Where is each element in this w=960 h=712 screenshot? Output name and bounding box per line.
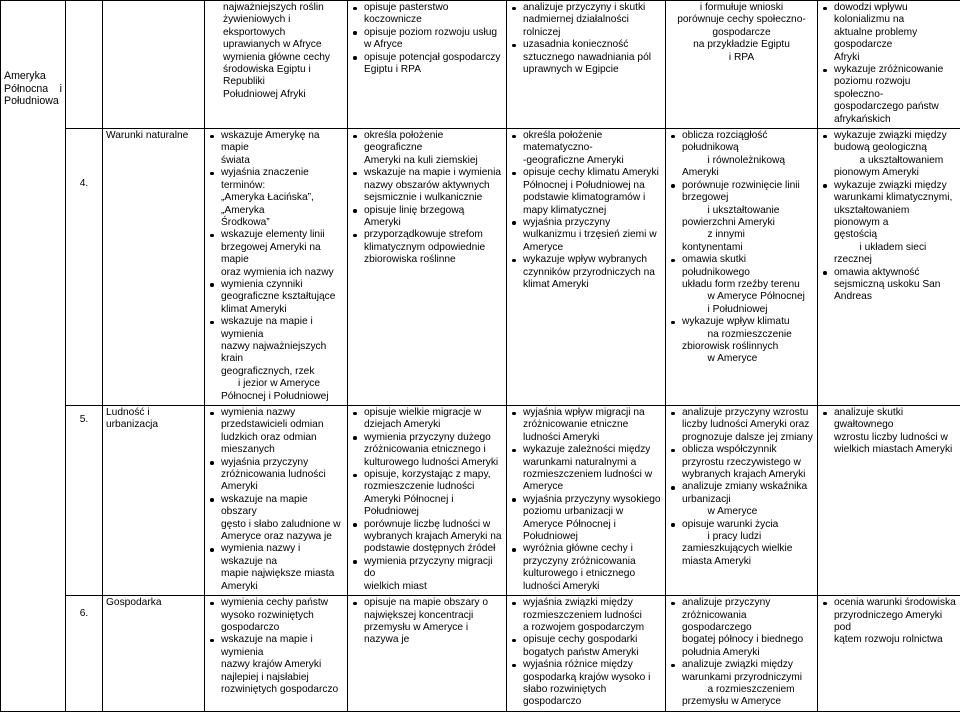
list-item: wyróżnia główne cechy i przyczyny zróżnicowania kulturowego i etnicznego ludności Ameryki [510,543,662,593]
list-item: wyjaśnia wpływ migracji na zróżnicowanie etniczne ludności Ameryki [510,407,662,444]
row-number [66,596,103,712]
list-item: wykazuje wpływ klimatu na rozmieszczenie zbiorowisk roślinnych w Ameryce [669,316,814,366]
list-item: ocenia warunki środowiska przyrodniczego Ameryki pod kątem rozwoju rolnictwa [821,597,957,647]
bullet-list [821,130,957,304]
bullet-list [208,597,344,696]
list-item: wyjaśnia znaczenie terminów: „Ameryka Łacińska”, „Ameryka Środkowa” [208,167,344,229]
col-e-cell [818,406,960,596]
list-item: wyjaśnia przyczyny wysokiego poziomu urbanizacji w Ameryce Północnej i Południowej [510,494,662,544]
list-item: porównuje rozwinięcie linii brzegowej i ukształtowanie powierzchni Ameryki z innymi kontynentami [669,180,814,254]
list-item: opisuje cechy gospodarki bogatych państw Ameryki [510,634,662,659]
col-d-line: porównuje cechy społeczno- [669,14,814,26]
bullet-list [821,2,957,126]
col-a-line: uprawianych w Afryce [223,39,344,51]
list-item: wskazuje na mapie i wymienia nazwy krajów Ameryki najlepiej i najsłabiej rozwiniętych gospodarczo [208,634,344,696]
col-b-cell [348,406,507,596]
col-a-line: żywieniowych i eksportowych [223,14,344,39]
bullet-list [510,2,662,76]
bullet-list [669,407,814,568]
list-item: analizuje przyczyny i skutki nadmiernej działalności rolniczej [510,2,662,39]
list-item: wskazuje Amerykę na mapie świata [208,130,344,167]
col-d-line: gospodarcze [669,27,814,39]
col-d-cell [666,596,818,712]
list-item: analizuje przyczyny wzrostu liczby ludności Ameryki oraz prognozuje dalsze jej zmiany [669,407,814,444]
bullet-list [669,597,814,709]
bullet-list [208,130,344,403]
table-row [1,1,960,129]
table-row [1,129,960,406]
region-line-2a: Północna [4,83,48,95]
list-item: uzasadnia konieczność sztucznego nawadniania pól uprawnych w Egipcie [510,39,662,76]
list-item: oblicza rozciągłość południkową i równoleżnikową Ameryki [669,130,814,180]
list-item: wymienia przyczyny migracji do wielkich miast [351,556,503,593]
col-d-line: na przykładzie Egiptu [669,39,814,51]
table-row [1,406,960,596]
row-topic [103,1,205,129]
list-item: analizuje przyczyny zróżnicowania gospodarczego bogatej północy i biednego południa Ameryki [669,597,814,659]
list-item: wykazuje wpływ wybranych czynników przyrodniczych na klimat Ameryki [510,254,662,291]
list-item: wymienia nazwy i wskazuje na mapie największe miasta Ameryki [208,543,344,593]
list-item: porównuje liczbę ludności w wybranych krajach Ameryki na podstawie dostępnych źródeł [351,519,503,556]
col-d-line: i RPA [669,52,814,64]
col-c-cell [507,129,666,406]
list-item: opisuje linię brzegową Ameryki [351,205,503,230]
row-topic: Gospodarka [103,596,205,712]
list-item: opisuje, korzystając z mapy, rozmieszczenie ludności Ameryki Północnej i Południowej [351,469,503,519]
list-item: wymienia czynniki geograficzne kształtujące klimat Ameryki [208,279,344,316]
bullet-list [510,130,662,291]
bullet-list [208,407,344,593]
list-item: wykazuje związki między warunkami klimatycznymi, ukształtowaniem pionowym a gęstością i układem sieci rzecznej [821,180,957,267]
bullet-list [351,597,503,647]
bullet-list [821,407,957,457]
col-b-cell [348,1,507,129]
list-item: wymienia nazwy przedstawicieli odmian ludzkich oraz odmian mieszanych [208,407,344,457]
list-item: przyporządkowuje strefom klimatycznym odpowiednie zbiorowiska roślinne [351,229,503,266]
list-item: opisuje na mapie obszary o największej koncentracji przemysłu w Ameryce i nazywa je [351,597,503,647]
list-item: opisuje cechy klimatu Ameryki Północnej i Południowej na podstawie klimatogramów i mapy klimatycznej [510,167,662,217]
col-d-cell [666,1,818,129]
list-item: wskazuje na mapie obszary gęsto i słabo zaludnione w Ameryce oraz nazywa je [208,494,344,544]
bullet-list [351,407,503,593]
table-row [1,596,960,712]
col-a-cell [205,129,348,406]
col-b-cell [348,129,507,406]
row-number [66,1,103,129]
col-a-line: środowiska Egiptu i Republiki [223,64,344,89]
list-item: określa położenie matematyczno- -geograficzne Ameryki [510,130,662,167]
list-item: analizuje zmiany wskaźnika urbanizacji w Ameryce [669,481,814,518]
list-item: opisuje pasterstwo koczownicze [351,2,503,27]
col-c-cell [507,596,666,712]
list-item: wyjaśnia związki między rozmieszczeniem ludności a rozwojem gospodarczym [510,597,662,634]
list-item: dowodzi wpływu kolonializmu na aktualne problemy gospodarcze Afryki [821,2,957,64]
list-item: określa położenie geograficzne Ameryki na kuli ziemskiej [351,130,503,167]
col-d-cell [666,129,818,406]
col-e-cell [818,129,960,406]
region-line-3: Południowa [4,95,62,108]
col-c-cell [507,1,666,129]
list-item: wykazuje zależności między warunkami naturalnymi a rozmieszczeniem ludności w Ameryce [510,444,662,494]
col-a-cell [205,406,348,596]
col-a-line: wymienia główne cechy [223,52,344,64]
col-e-cell [818,596,960,712]
list-item: wyjaśnia przyczyny zróżnicowania ludności Ameryki [208,457,344,494]
bullet-list [510,407,662,593]
list-item: wskazuje na mapie i wymienia nazwy najważniejszych krain geograficznych, rzek i jezior w Ameryce Północnej i Południowej [208,316,344,403]
list-item: opisuje warunki życia i pracy ludzi zamieszkujących wielkie miasta Ameryki [669,519,814,569]
col-d-line: i formułuje wnioski [669,2,814,14]
list-item: omawia aktywność sejsmiczną uskoku San Andreas [821,267,957,304]
list-item: wykazuje zróżnicowanie poziomu rozwoju społeczno- gospodarczego państw afrykańskich [821,64,957,126]
bullet-list [669,130,814,366]
col-e-cell [818,1,960,129]
region-line-2 [4,83,62,96]
region-line-1: Ameryka [4,70,62,83]
row-topic: Ludność i urbanizacja [103,406,205,596]
row-number-label: 5. [80,414,89,426]
list-item: wyjaśnia różnice między gospodarką krajów wysoko i słabo rozwiniętych gospodarczo [510,659,662,709]
list-item: opisuje poziom rozwoju usług w Afryce [351,27,503,52]
list-item: wskazuje elementy linii brzegowej Ameryki na mapie oraz wymienia ich nazwy [208,229,344,279]
col-d-cell [666,406,818,596]
list-item: oblicza współczynnik przyrostu rzeczywistego w wybranych krajach Ameryki [669,444,814,481]
list-item: opisuje potencjał gospodarczy Egiptu i RPA [351,52,503,77]
list-item: omawia skutki południkowego układu form rzeźby terenu w Ameryce Północnej i Południowej [669,254,814,316]
bullet-list [510,597,662,709]
bullet-list [351,2,503,76]
row-number [66,406,103,596]
list-item: wymienia cechy państw wysoko rozwiniętych gospodarczo [208,597,344,634]
list-item: wykazuje związki między budową geologiczną a ukształtowaniem pionowym Ameryki [821,130,957,180]
row-number-label: 4. [80,178,89,190]
bullet-list [351,130,503,266]
row-number [66,129,103,406]
region-cell [1,1,66,712]
col-c-cell [507,406,666,596]
bullet-list [821,597,957,647]
list-item: wymienia przyczyny dużego zróżnicowania etnicznego i kulturowego ludności Ameryki [351,432,503,469]
list-item: wskazuje na mapie i wymienia nazwy obszarów aktywnych sejsmicznie i wulkanicznie [351,167,503,204]
list-item: wyjaśnia przyczyny wulkanizmu i trzęsień ziemi w Ameryce [510,217,662,254]
row-number-label: 6. [80,608,89,620]
region-line-2b: i [60,83,62,96]
col-a-line: Południowej Afryki [223,89,344,101]
col-a-cell [205,596,348,712]
row-topic: Warunki naturalne [103,129,205,406]
col-a-cell [205,1,348,129]
list-item: analizuje skutki gwałtownego wzrostu liczby ludności w wielkich miastach Ameryki [821,407,957,457]
list-item: analizuje związki między warunkami przyrodniczymi a rozmieszczeniem przemysłu w Ameryce [669,659,814,709]
list-item: opisuje wielkie migracje w dziejach Ameryki [351,407,503,432]
col-b-cell [348,596,507,712]
col-a-line: najważniejszych roślin [223,2,344,14]
